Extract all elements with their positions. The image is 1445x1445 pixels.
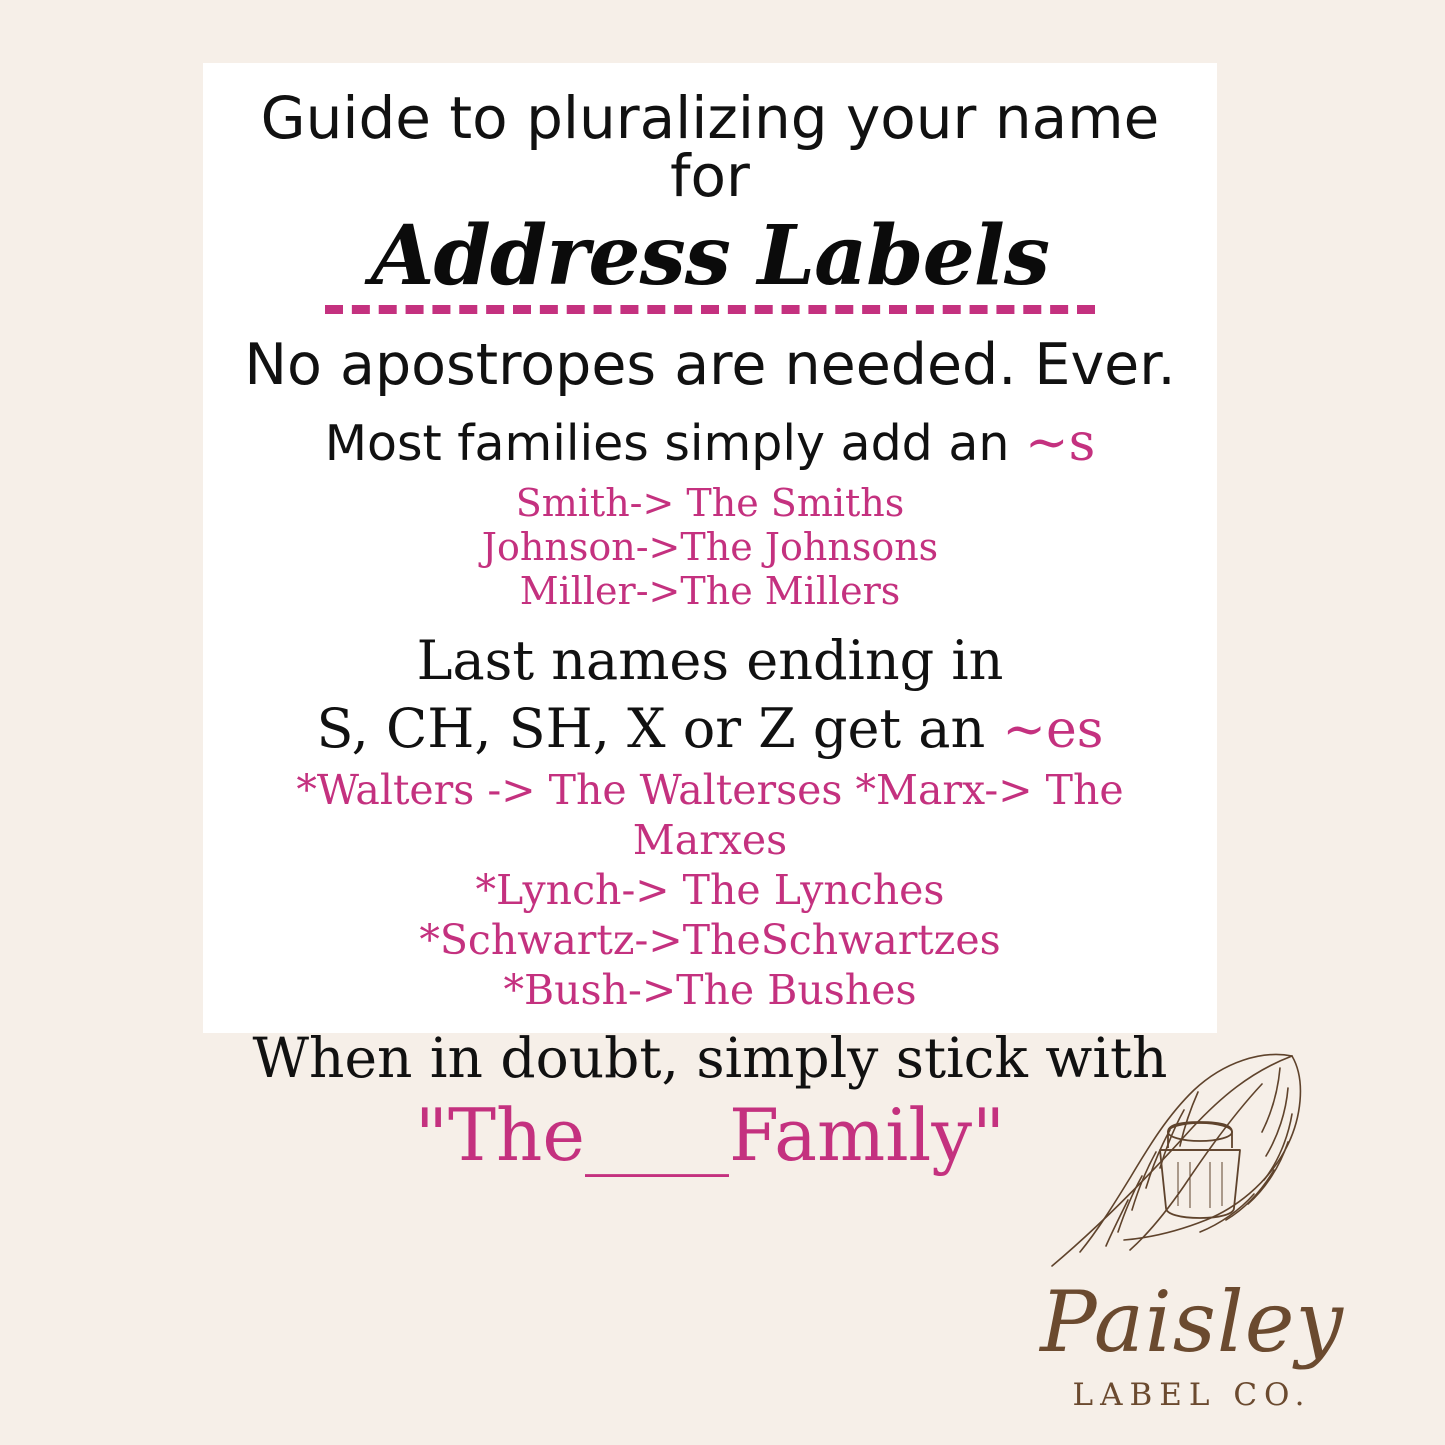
rule-add-es-text: S, CH, SH, X or Z get an <box>316 697 986 761</box>
list-item: Miller->The Millers <box>519 569 901 614</box>
guide-heading: Guide to pluralizing your name for <box>260 84 1160 210</box>
fallback-phrase: "The____Family" <box>414 1092 1006 1177</box>
rule-add-s-suffix: ~s <box>1025 412 1096 473</box>
brand-logo <box>962 1028 1422 1428</box>
list-item: Johnson->The Johnsons <box>481 524 939 569</box>
examples-s-list <box>219 481 1201 614</box>
address-label-guide-card <box>203 63 1217 1177</box>
list-item: *Schwartz->TheSchwartzes <box>419 915 1001 964</box>
rule-add-s <box>219 412 1201 473</box>
rule-add-es-suffix: ~es <box>1002 700 1104 761</box>
rule-add-s-text: Most families simply add an <box>324 414 1010 472</box>
no-apostrophes-statement: No apostropes are needed. Ever. <box>244 332 1176 399</box>
list-item: *Walters -> The Walterses *Marx-> The Marxes <box>296 765 1124 864</box>
list-item: *Lynch-> The Lynches <box>475 865 945 914</box>
dashed-divider <box>325 305 1095 314</box>
quill-and-inkwell-icon <box>962 1028 1422 1288</box>
fallback-statement: When in doubt, simply stick with <box>252 1025 1168 1090</box>
brand-name: Paisley <box>1040 1273 1344 1371</box>
rule-add-es-line2 <box>219 697 1201 761</box>
rule-add-es-line1: Last names ending in <box>416 628 1004 692</box>
page-title: Address Labels <box>370 208 1050 304</box>
list-item: Smith-> The Smiths <box>515 480 905 525</box>
brand-tagline: LABEL CO. <box>1072 1377 1312 1413</box>
examples-es-list <box>219 765 1201 1015</box>
list-item: *Bush->The Bushes <box>503 965 917 1014</box>
